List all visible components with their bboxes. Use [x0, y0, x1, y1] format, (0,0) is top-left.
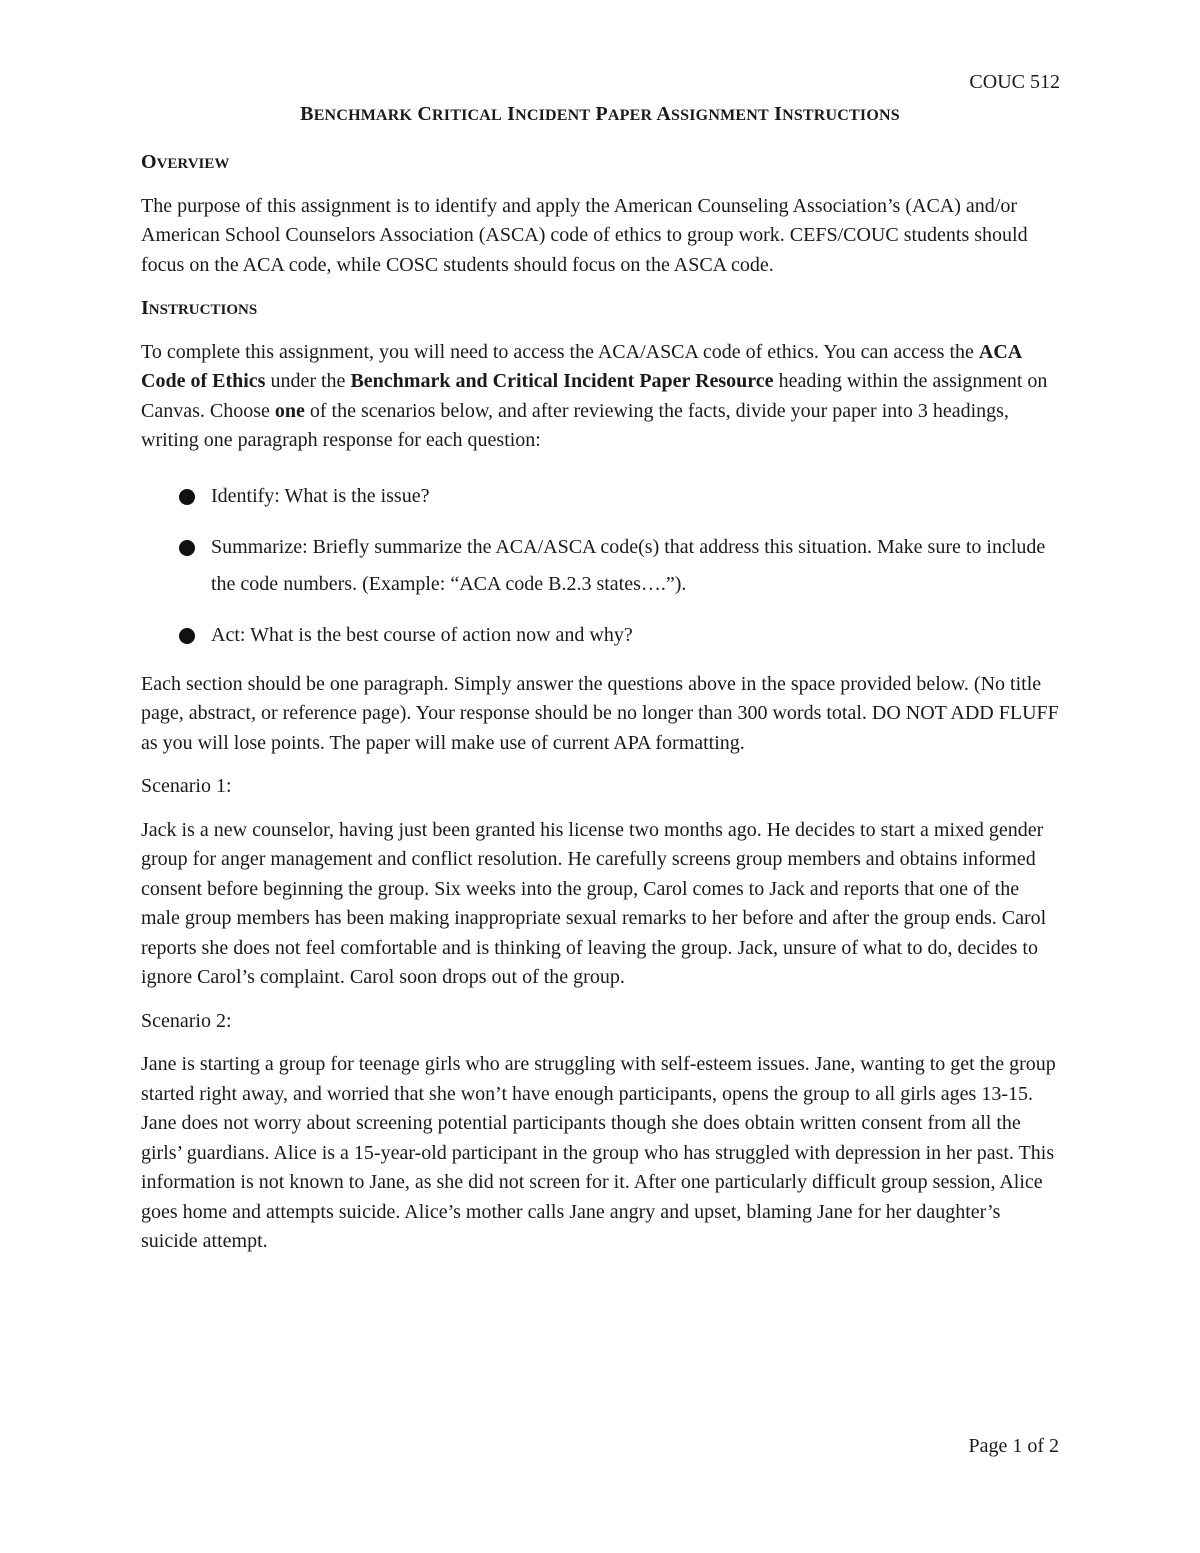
bullet-icon — [179, 540, 195, 556]
aca-code-link-text: ACA Code of Ethics — [141, 340, 1022, 392]
scenario-2-text: Jane is starting a group for teenage girls who are struggling with self-esteem issues. Jane, wanting to get the group started right away, and worried that she won’t have enough participants, opens the group to all girls ages 13-15. Jane does not worry about screening potential participants though she does obtain written consent from all the girls’ guardians. Alice is a 15-year-old participant in the group who has struggled with depression in her past. This information is not known to Jane, as she did not screen for it. After one particularly difficult group session, Alice goes home and attempts suicide. Alice’s mother calls Jane angry and upset, blaming Jane for her daughter’s suicide attempt. — [141, 1053, 1056, 1252]
scenario-2-label: Scenario 2: — [141, 1009, 232, 1032]
resource-heading-text: Benchmark and Critical Incident Paper Resource — [350, 370, 774, 392]
overview-paragraph: The purpose of this assignment is to identify and apply the American Counseling Association’s (ACA) and/or American School Counselors Association (ASCA) code of ethics to group work. CEFS/COUC students should focus on the ACA code, while COSC students should focus on the ASCA code. — [141, 194, 1028, 276]
instructions-paragraph: To complete this assignment, you will need to access the ACA/ASCA code of ethics. You can access the ACA Code of Ethics under the Benchmark and Critical Incident Paper Resource heading within the assignment on Canvas. Choose one of the scenarios below, and after reviewing the facts, divide your paper into 3 headings, writing one paragraph response for each question: — [141, 340, 1048, 451]
list-item: Act: What is the best course of action now and why? — [141, 617, 1061, 654]
instructions-heading: INSTRUCTIONS — [141, 297, 258, 319]
overview-heading: OVERVIEW — [141, 151, 230, 173]
document-title: BENCHMARK CRITICAL INCIDENT PAPER ASSIGNMENT INSTRUCTIONS — [300, 103, 900, 125]
scenario-1-label: Scenario 1: — [141, 775, 232, 797]
closing-paragraph: Each section should be one paragraph. Simply answer the questions above in the space provided below. (No title page, abstract, or reference page). Your response should be no longer than 300 words total. DO NOT ADD FLUFF as you will lose points. The paper will make use of current APA formatting. — [141, 672, 1059, 754]
list-item: Summarize: Briefly summarize the ACA/ASCA code(s) that address this situation. Make sure to include the code numbers. (Example: “ACA code B.2.3 states….”). — [141, 529, 1061, 603]
task-list — [141, 478, 1061, 654]
bullet-icon — [179, 489, 195, 505]
page-number: Page 1 of 2 — [968, 1435, 1059, 1457]
bullet-icon — [179, 628, 195, 644]
list-item: Identify: What is the issue? — [141, 478, 1061, 515]
scenario-1-text: Jack is a new counselor, having just been granted his license two months ago. He decides to start a mixed gender group for anger management and conflict resolution. He carefully screens group members and obtains informed consent before beginning the group. Six weeks into the group, Carol comes to Jack and reports that one of the male group members has been making inappropriate sexual remarks to her before and after the group ends. Carol reports she does not feel comfortable and is thinking of leaving the group. Jack, unsure of what to do, decides to ignore Carol’s complaint. Carol soon drops out of the group. — [141, 818, 1047, 988]
course-code: COUC 512 — [969, 71, 1060, 93]
document-body — [141, 148, 1061, 1271]
